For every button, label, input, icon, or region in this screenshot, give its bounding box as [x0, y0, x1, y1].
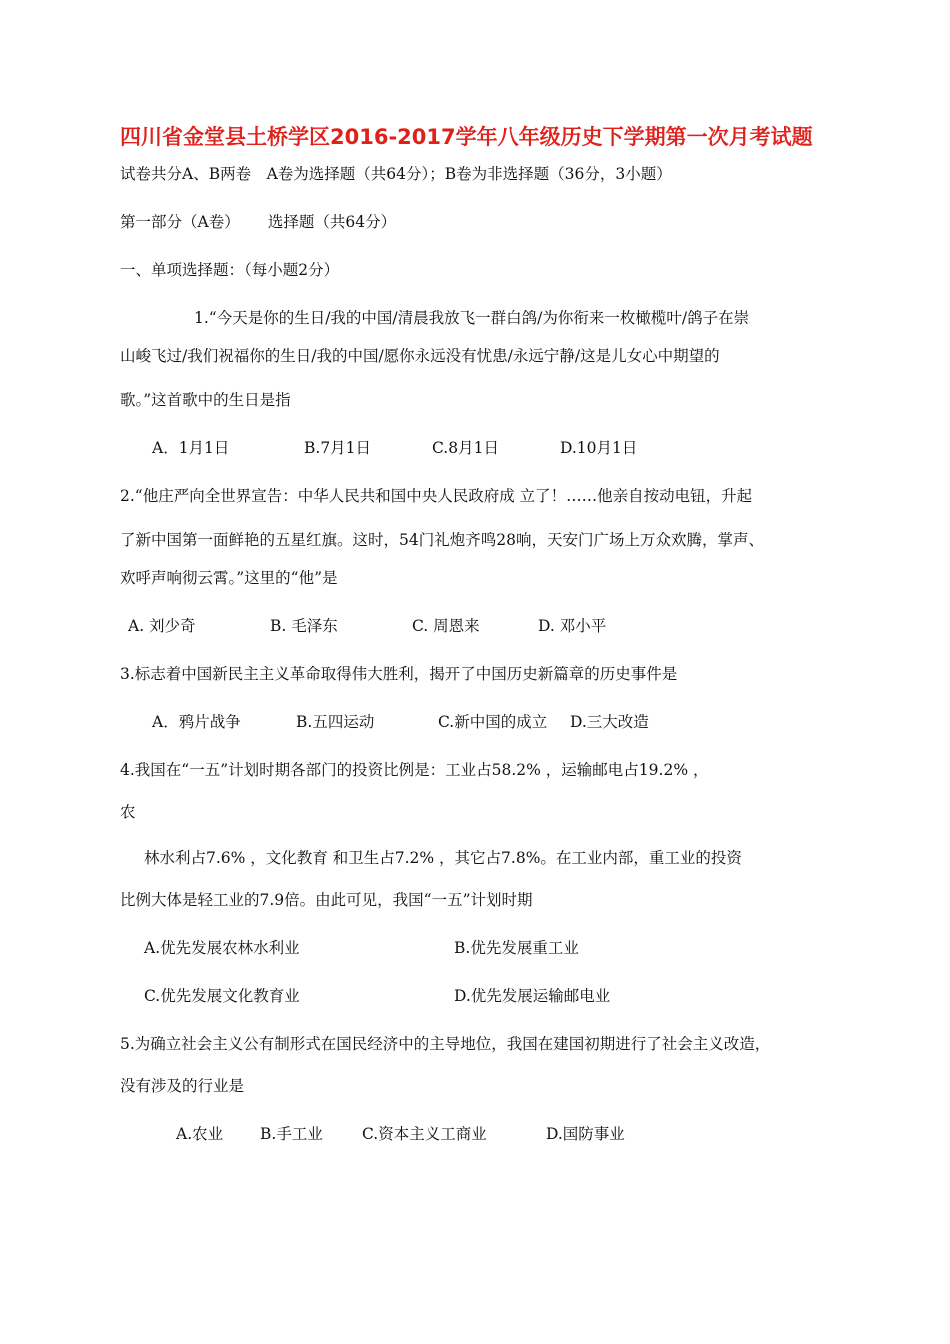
part-heading: 第一部分（A卷） 选择题（共64分）	[120, 213, 397, 231]
question-5-option-c: C.资本主义工商业	[362, 1125, 487, 1143]
question-2-option-b: B. 毛泽东	[270, 617, 338, 635]
question-1-line-2: 山峻飞过/我们祝福你的生日/我的中国/愿你永远没有忧患/永远宁静/这是儿女心中期望的	[120, 347, 720, 365]
question-1-option-b: B.7月1日	[304, 439, 372, 457]
question-4-option-a: A.优先发展农林水利业	[144, 939, 300, 957]
question-1-line-3: 歌。”这首歌中的生日是指	[120, 391, 291, 409]
question-5-line-2: 没有涉及的行业是	[120, 1077, 245, 1095]
exam-description: 试卷共分A、B两卷 A卷为选择题（共64分）；B卷为非选择题（36分，3小题）	[120, 165, 672, 183]
question-4-option-d: D.优先发展运输邮电业	[454, 987, 611, 1005]
question-2-line-2: 了新中国第一面鲜艳的五星红旗。这时，54门礼炮齐鸣28响，天安门广场上万众欢腾，掌声、	[120, 531, 764, 549]
question-3-line-1: 3.标志着中国新民主主义革命取得伟大胜利，揭开了中国历史新篇章的历史事件是	[120, 665, 678, 683]
question-2-option-c: C. 周恩来	[412, 617, 480, 635]
question-2-line-3: 欢呼声响彻云霄。”这里的“他”是	[120, 569, 338, 587]
question-2-option-d: D. 邓小平	[538, 617, 607, 635]
question-2-option-a: A. 刘少奇	[128, 617, 196, 635]
question-5-option-d: D.国防事业	[546, 1125, 625, 1143]
question-5-option-b: B.手工业	[260, 1125, 323, 1143]
question-2-line-1: 2.“他庄严向全世界宣告：中华人民共和国中央人民政府成 立了！……他亲自按动电钮，升起	[120, 487, 753, 505]
question-1-option-c: C.8月1日	[432, 439, 499, 457]
question-1-option-d: D.10月1日	[560, 439, 638, 457]
question-4-line-2: 农	[120, 803, 136, 821]
document-title: 四川省金堂县土桥学区2016-2017学年八年级历史下学期第一次月考试题	[120, 125, 813, 149]
section-heading: 一、单项选择题：（每小题2分）	[120, 261, 340, 279]
question-4-option-c: C.优先发展文化教育业	[144, 987, 300, 1005]
question-3-option-a: A．鸦片战争	[152, 713, 241, 731]
question-4-line-3: 林水利占7.6% ，文化教育 和卫生占7.2% ，其它占7.8%。在工业内部，重工业的投资	[144, 849, 742, 867]
question-1-option-a: A．1月1日	[152, 439, 230, 457]
question-4-line-1: 4.我国在“一五”计划时期各部门的投资比例是：工业占58.2% ，运输邮电占19.2% ，	[120, 761, 709, 779]
question-3-option-c: C.新中国的成立	[438, 713, 548, 731]
question-4-line-4: 比例大体是轻工业的7.9倍。由此可见，我国“一五”计划时期	[120, 891, 533, 909]
question-4-option-b: B.优先发展重工业	[454, 939, 579, 957]
question-3-option-d: D.三大改造	[570, 713, 649, 731]
question-5-option-a: A.农业	[176, 1125, 224, 1143]
question-1-line-1: 1.“今天是你的生日/我的中国/清晨我放飞一群白鸽/为你衔来一枚橄榄叶/鸽子在崇	[194, 309, 750, 327]
question-3-option-b: B.五四运动	[296, 713, 375, 731]
question-5-line-1: 5.为确立社会主义公有制形式在国民经济中的主导地位，我国在建国初期进行了社会主义改造，	[120, 1035, 771, 1053]
